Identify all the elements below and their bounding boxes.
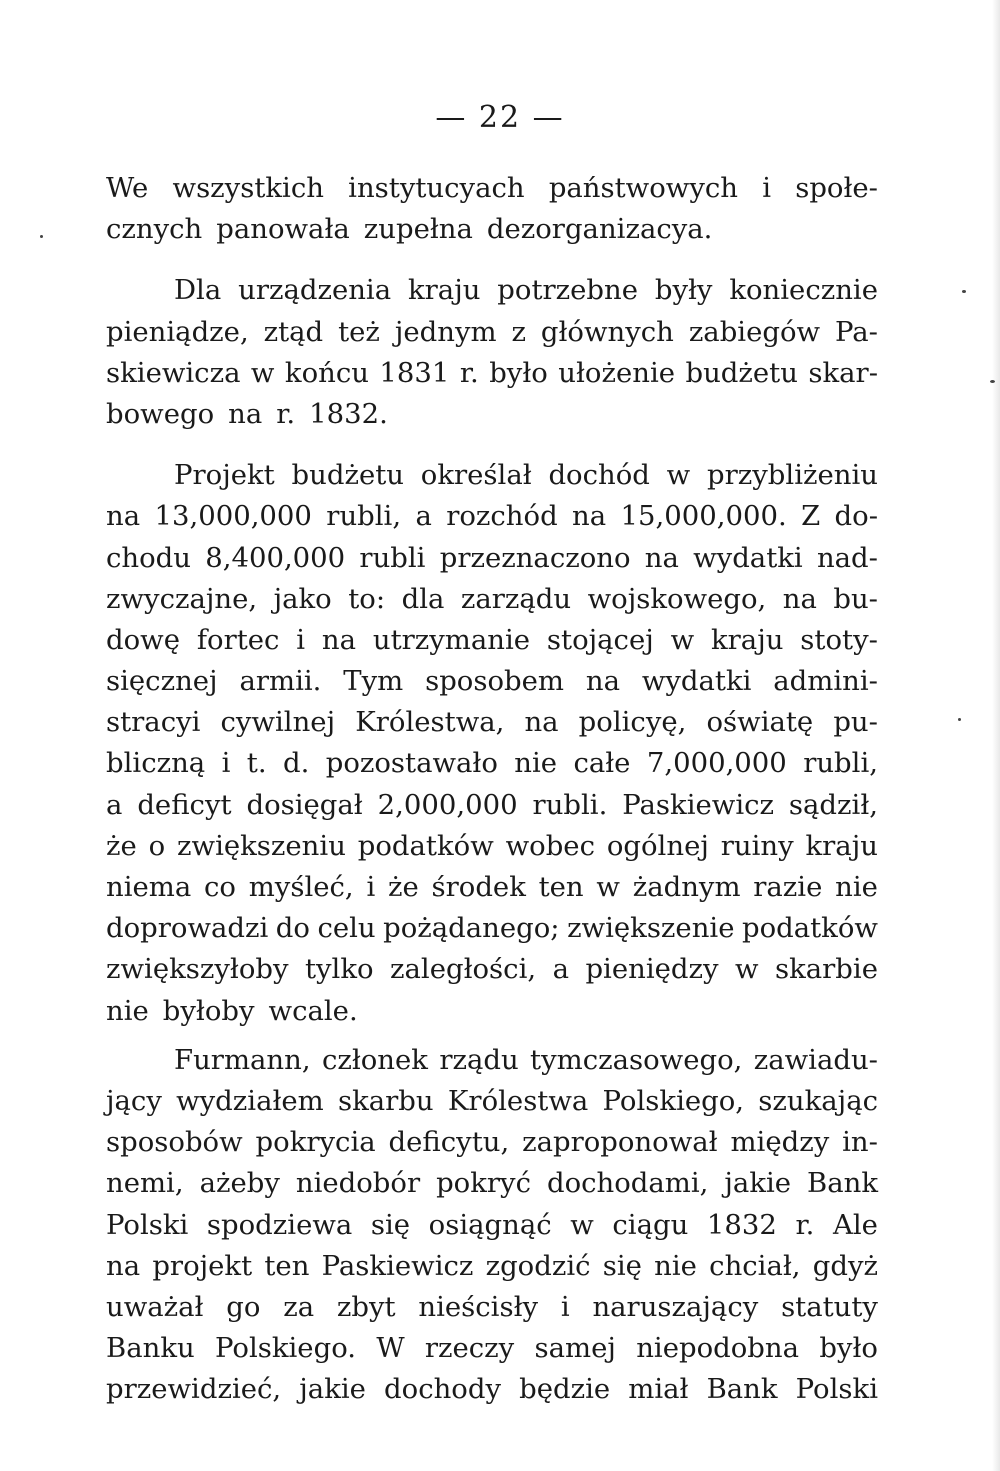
print-speck [40, 235, 43, 238]
body-text [106, 168, 878, 1410]
text-line: na projekt ten Paskiewicz zgodzić się nie chciał, gdyż [106, 1249, 878, 1282]
text-line: stracyi cywilnej Królestwa, na policyę, oświatę pu- [106, 706, 878, 739]
paragraph-4 [106, 1040, 878, 1411]
text-line: nemi, ażeby niedobór pokryć dochodami, jakie Bank [106, 1167, 878, 1200]
text-line: że o zwiększeniu podatków wobec ogólnej ruiny kraju [106, 829, 878, 862]
text-line: skiewicza w końcu 1831 r. było ułożenie budżetu skar- [106, 356, 878, 389]
text-line: niema co myśleć, i że środek ten w żadnym razie nie [106, 871, 878, 903]
text-line: Banku Polskiego. W rzeczy samej niepodobna było [106, 1332, 878, 1365]
text-line: We wszystkich instytucyach państwowych i społe- [106, 172, 878, 204]
text-line: bliczną i t. d. pozostawało nie całe 7,000,000 rubli, [106, 747, 878, 780]
text-line: doprowadzi do celu pożądanego; zwiększenie podatków [106, 912, 878, 945]
text-line: cznych panowała zupełna dezorganizacya. [106, 213, 713, 246]
text-line: sposobów pokrycia deficytu, zaproponował między in- [106, 1126, 878, 1159]
text-line: Furmann, członek rządu tymczasowego, zawiadu- [174, 1043, 878, 1076]
text-line: Dla urządzenia kraju potrzebne były koniecznie [174, 274, 878, 307]
text-line: na 13,000,000 rubli, a rozchód na 15,000,000. Z do- [106, 500, 878, 533]
text-line: Polski spodziewa się osiągnąć w ciągu 1832 r. Ale [106, 1208, 878, 1241]
text-line: Projekt budżetu określał dochód w przybliżeniu [174, 459, 878, 492]
text-line: zwyczajne, jako to: dla zarządu wojskowego, na bu- [106, 582, 878, 615]
print-speck [990, 380, 995, 383]
paragraph-2 [106, 270, 878, 435]
text-line: dowę fortec i na utrzymanie stojącej w kraju stoty- [106, 623, 878, 656]
text-line: jący wydziałem skarbu Królestwa Polskiego, szukając [106, 1084, 878, 1117]
text-line: pieniądze, ztąd też jednym z głównych zabiegów Pa- [106, 315, 878, 348]
print-speck [958, 718, 961, 721]
text-line: sięcznej armii. Tym sposobem na wydatki admini- [106, 665, 878, 698]
text-line: przewidzieć, jakie dochody będzie miał Bank Polski [106, 1373, 878, 1406]
text-line: uważał go za zbyt nieścisły i naruszający statuty [106, 1290, 878, 1323]
text-line: nie byłoby wcale. [106, 994, 358, 1027]
paragraph-1 [106, 168, 878, 250]
text-line: bowego na r. 1832. [106, 397, 388, 430]
page-number: — 22 — [435, 100, 565, 135]
text-line: chodu 8,400,000 rubli przeznaczono na wydatki nad- [106, 541, 878, 574]
print-speck [962, 290, 966, 293]
text-line: zwiększyłoby tylko zaległości, a pieniędzy w skarbie [106, 953, 878, 986]
page-edge-shadow [992, 0, 1000, 1471]
paragraph-3 [106, 455, 878, 1032]
text-line: a deficyt dosięgał 2,000,000 rubli. Paskiewicz sądził, [106, 788, 878, 821]
